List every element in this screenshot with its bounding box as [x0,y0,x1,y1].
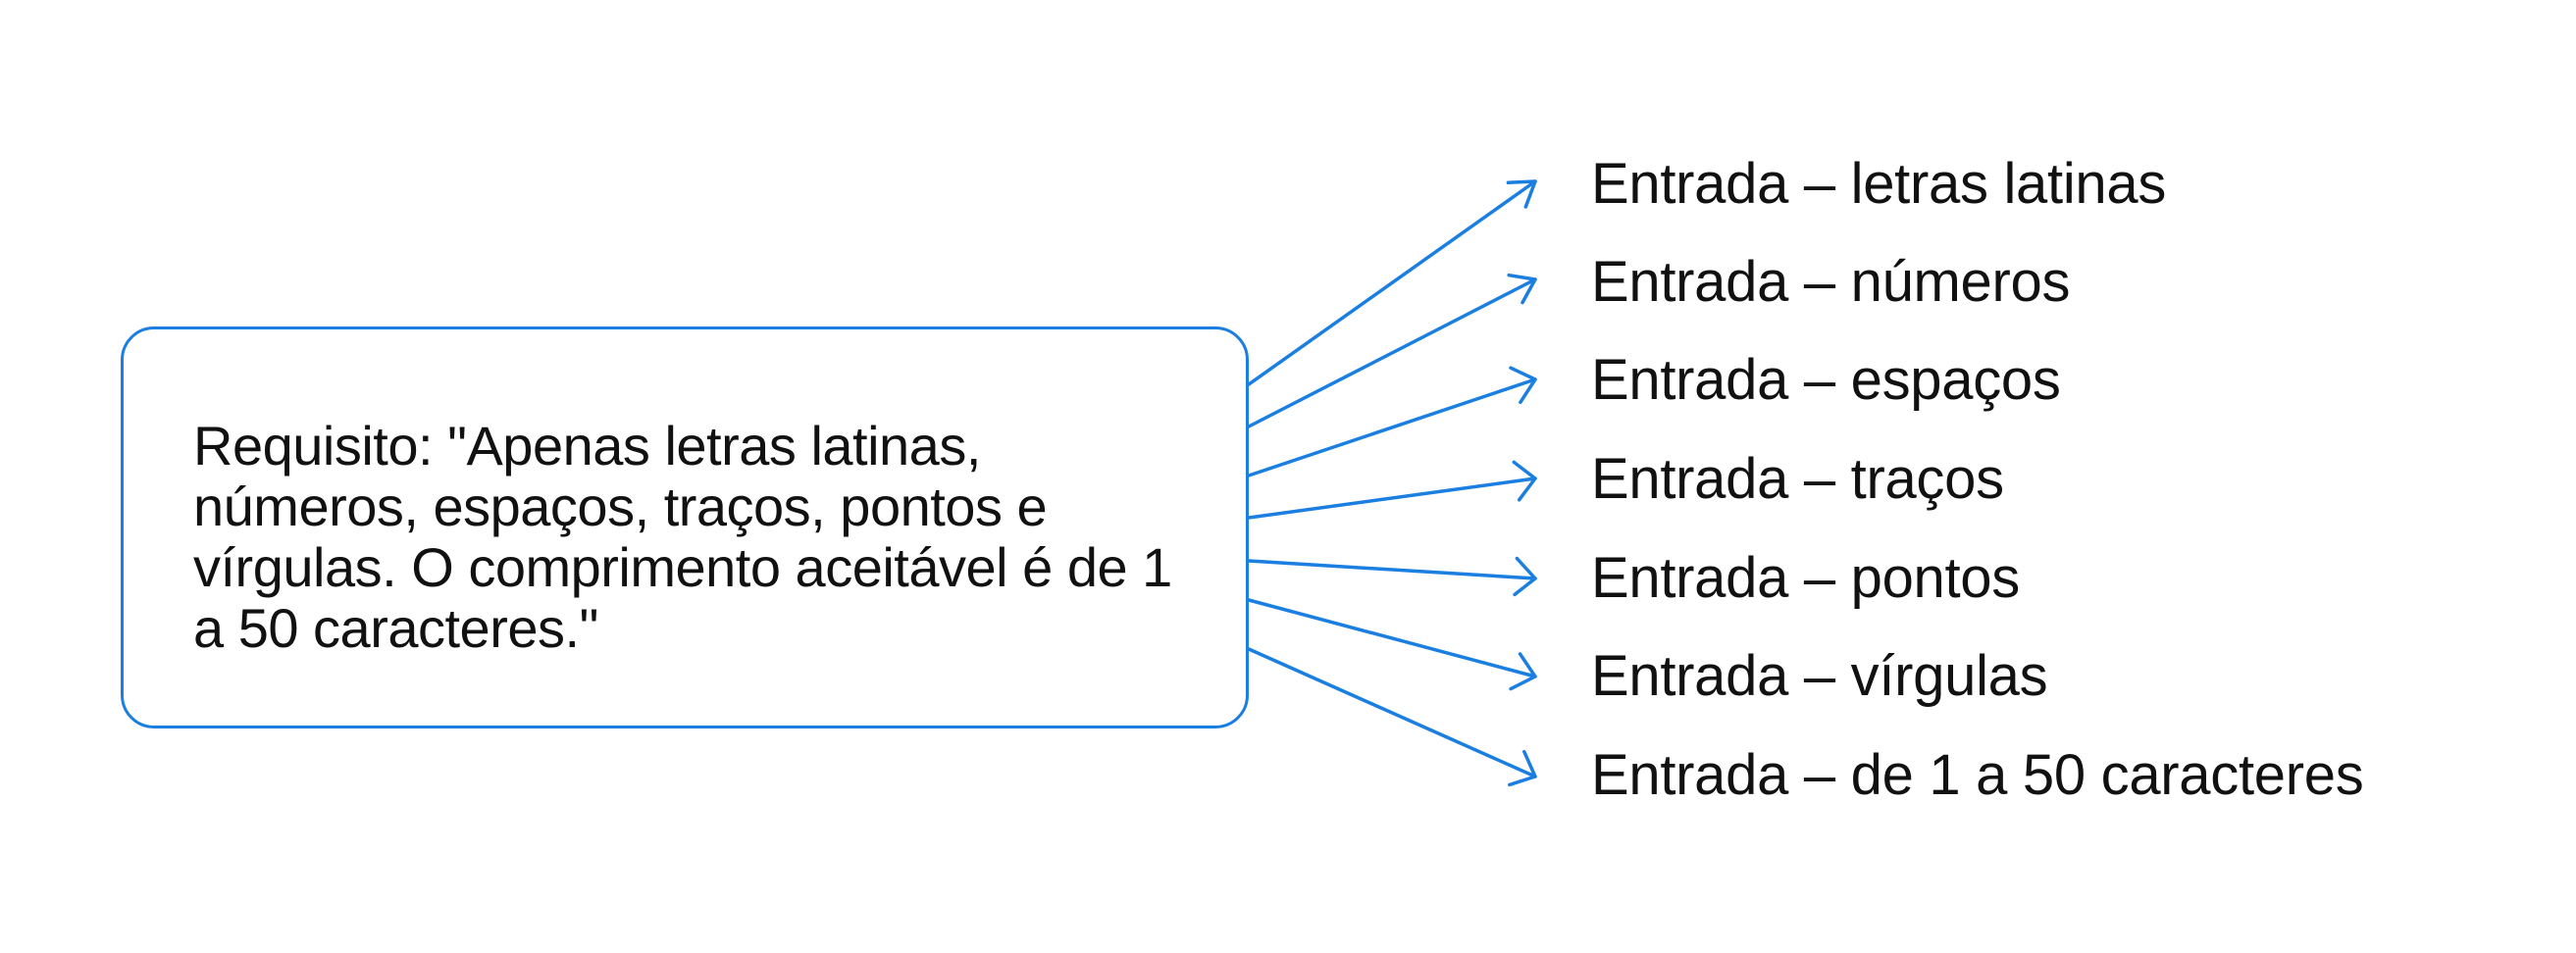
requirement-text: Requisito: "Apenas letras latinas, números, espaços, traços, pontos e vírgulas. O comprimento aceitável é de 1 a 50 caracteres." [193,415,1172,659]
output-label-tracos: Entrada – traços [1591,447,2004,511]
output-label-espacos: Entrada – espaços [1591,348,2061,412]
output-label-pontos: Entrada – pontos [1591,546,2020,610]
arrow-caracteres [1249,649,1535,784]
arrow-espacos [1249,368,1535,476]
output-label-letras: Entrada – letras latinas [1591,152,2167,216]
output-label-caracteres: Entrada – de 1 a 50 caracteres [1591,743,2364,807]
arrow-virgulas [1249,600,1535,689]
arrow-tracos [1249,462,1535,518]
arrow-pontos [1249,559,1535,595]
arrow-numeros [1249,276,1535,426]
output-label-numeros: Entrada – números [1591,250,2071,314]
output-label-virgulas: Entrada – vírgulas [1591,644,2048,708]
